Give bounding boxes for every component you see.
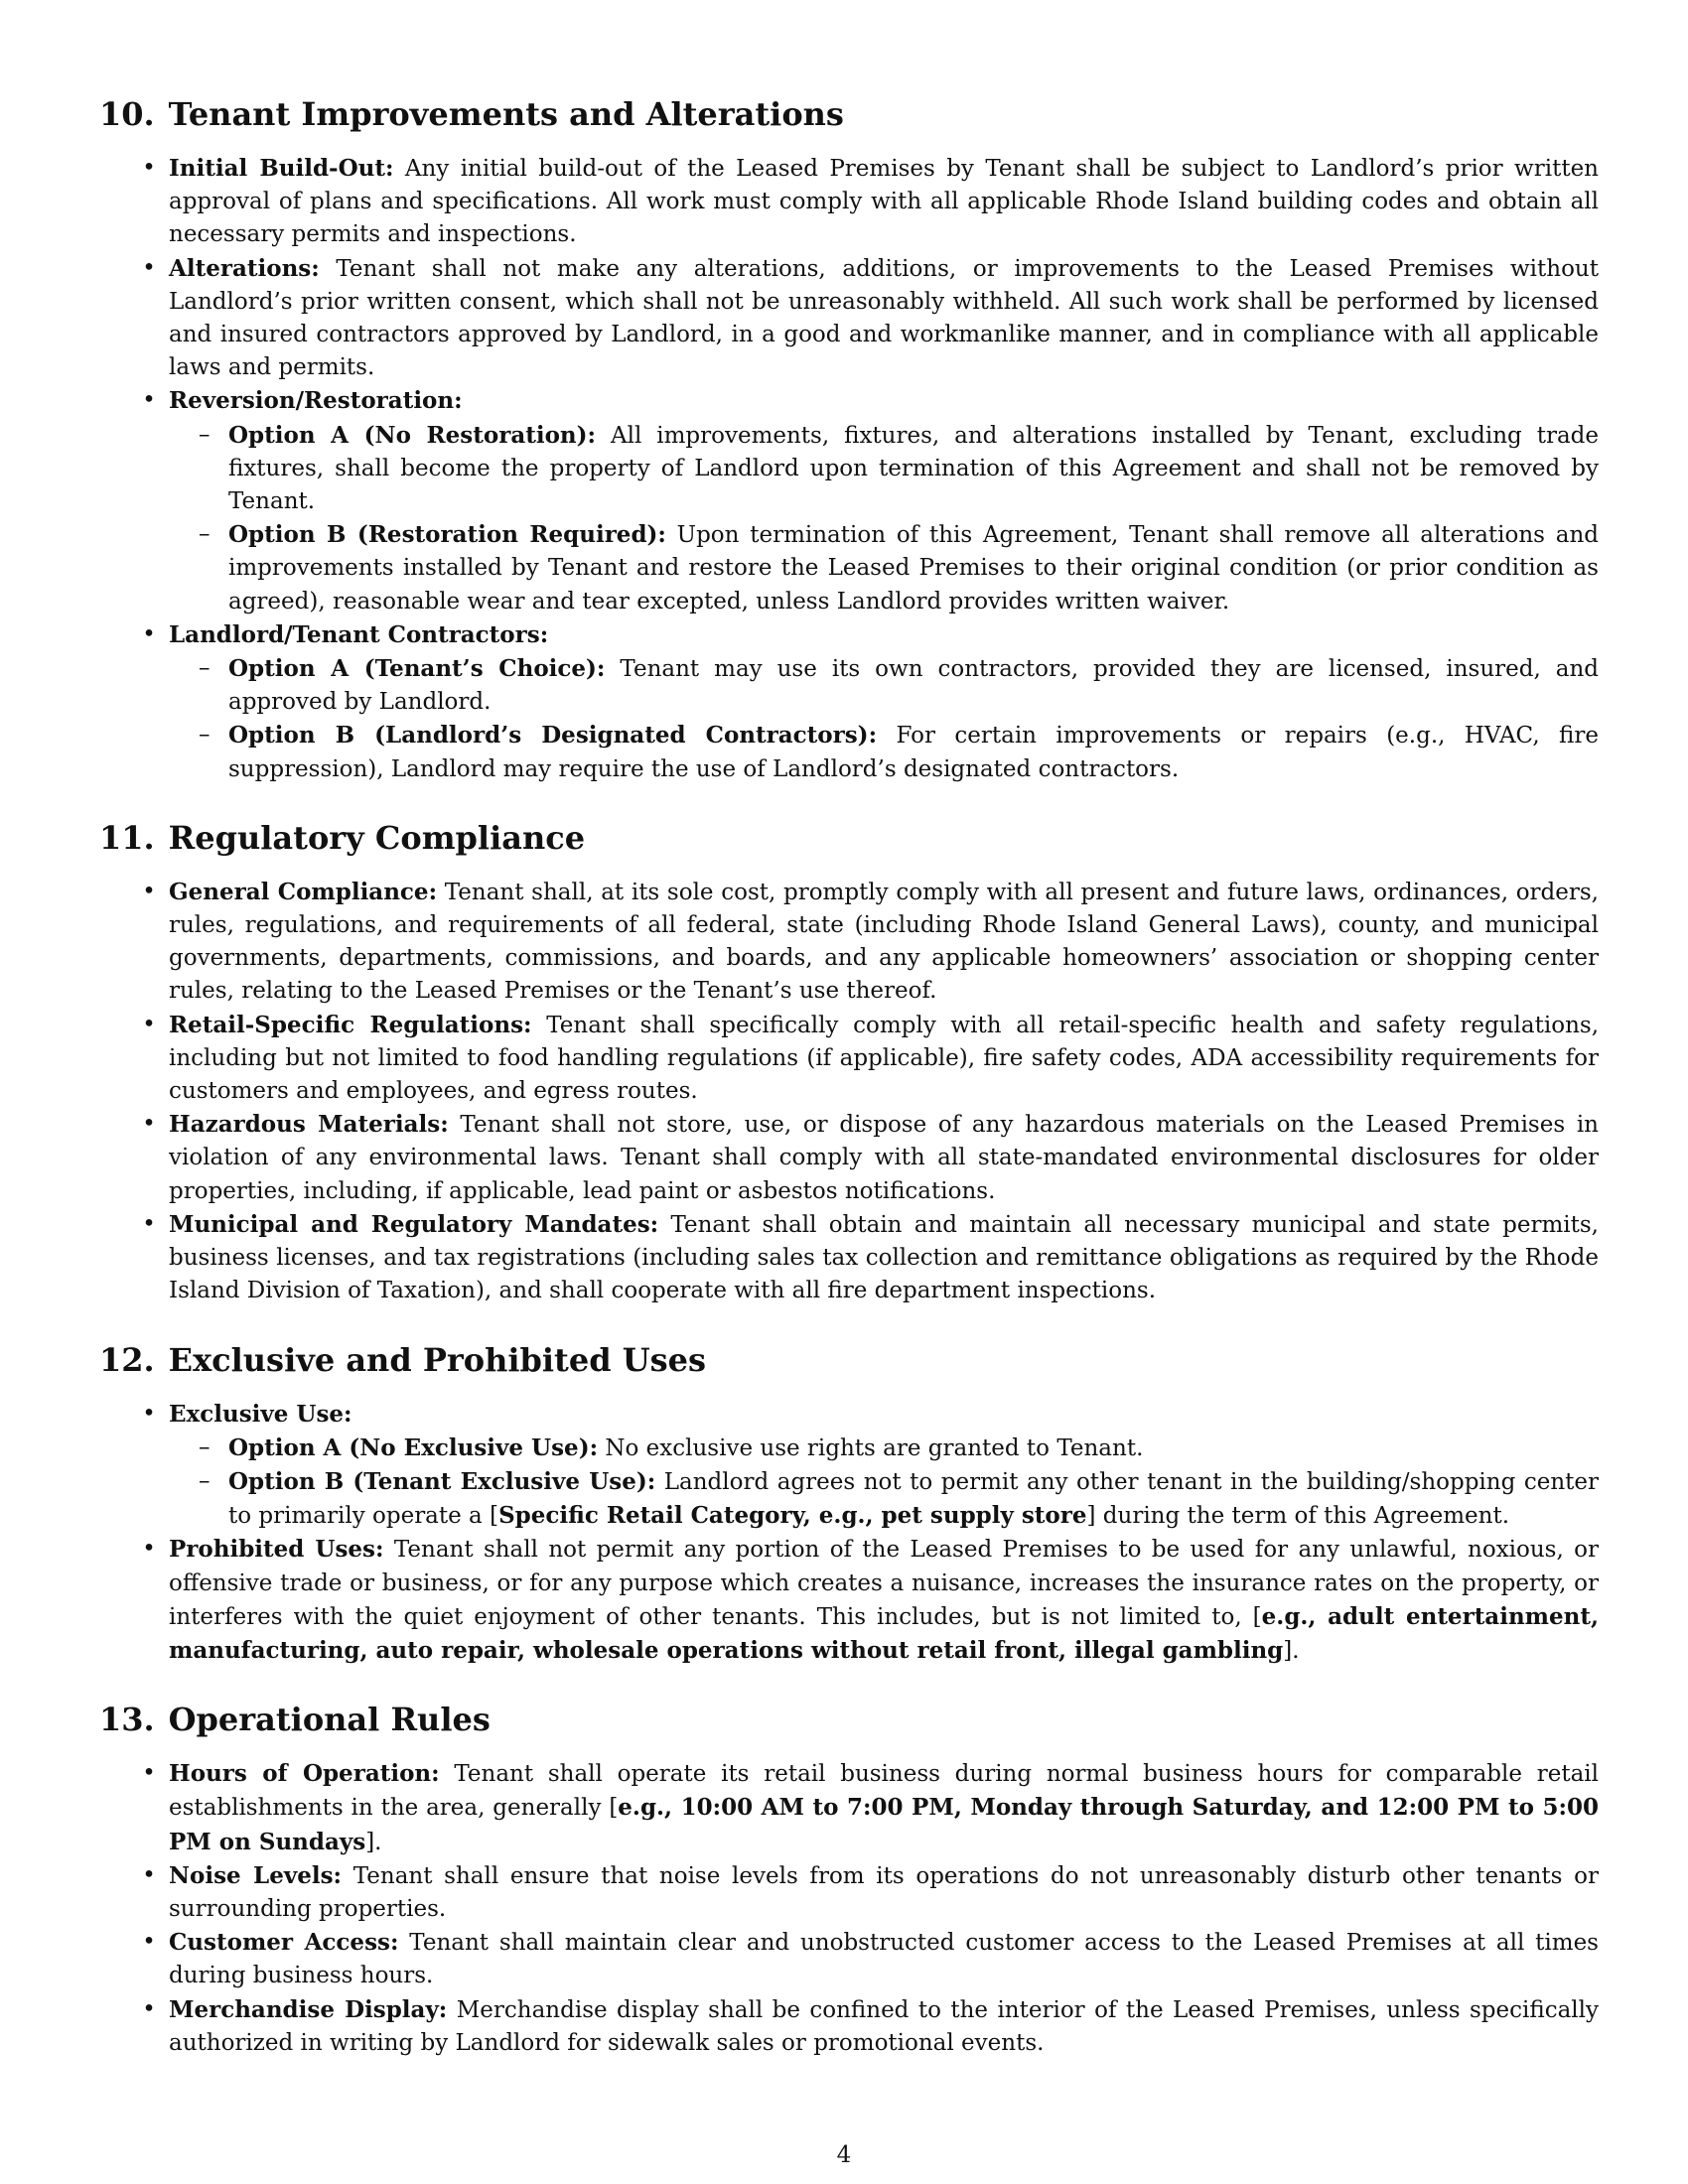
section-13 xyxy=(99,1700,1599,2060)
option-text: Tenant may use its own contractors, provided they are licensed, insured, and approved by Landlord. xyxy=(228,656,1599,716)
section-heading xyxy=(99,94,1599,134)
option-item xyxy=(169,1432,1599,1465)
list-item-customer-access xyxy=(99,1926,1599,1992)
item-label: Reversion/Restoration: xyxy=(169,387,463,415)
option-label: Option B (Restoration Required): xyxy=(228,521,666,549)
item-label: Exclusive Use: xyxy=(169,1400,352,1428)
section-list xyxy=(99,152,1599,786)
dash: – xyxy=(199,1467,211,1494)
list-item-hours xyxy=(99,1757,1599,1859)
bullet: • xyxy=(142,155,156,181)
bullet: • xyxy=(142,1995,156,2022)
option-list xyxy=(169,1432,1599,1534)
bullet: • xyxy=(142,878,156,904)
option-text: No exclusive use rights are granted to Tenant. xyxy=(598,1434,1144,1461)
option-text: Upon termination of this Agreement, Tenant shall remove all alterations and improvements installed by Tenant and restore the Leased Premises to their original condition (or prior condition as agreed), reasonable wear and tear excepted, unless Landlord provides written waiver. xyxy=(228,522,1599,614)
item-text: Tenant shall operate its retail business during normal business hours for comparable retail establishments in the area, generally [ xyxy=(169,1761,1599,1822)
section-list xyxy=(99,1398,1599,1669)
list-item-municipal-mandates xyxy=(99,1208,1599,1308)
section-title: Tenant Improvements and Alterations xyxy=(168,95,844,133)
bullet: • xyxy=(142,1760,156,1787)
item-text: Tenant shall ensure that noise levels from its operations do not unreasonably disturb other tenants or surrounding properties. xyxy=(169,1862,1599,1922)
option-item xyxy=(169,1465,1599,1533)
option-item xyxy=(169,518,1599,618)
option-text: For certain improvements or repairs (e.g., HVAC, fire suppression), Landlord may require the use of Landlord’s designated contractors. xyxy=(228,723,1599,782)
item-label: Hours of Operation: xyxy=(169,1760,440,1788)
item-text: Tenant shall, at its sole cost, promptly comply with all present and future laws, ordinances, orders, rules, regulations, and requirements of all federal, state (including Rhode Island General Laws), county, and municipal governments, departments, commissions, and boards, and any applicable homeowners’ association or shopping center rules, relating to the Leased Premises or the Tenant’s use thereof. xyxy=(169,879,1599,1005)
item-text: Any initial build-out of the Leased Premises by Tenant shall be subject to Landlord’s prior written approval of plans and specifications. All work must comply with all applicable Rhode Island building codes and obtain all necessary permits and inspections. xyxy=(169,156,1599,248)
placeholder-text: Specific Retail Category, e.g., pet supply store xyxy=(498,1502,1087,1530)
list-item-hazardous-materials xyxy=(99,1108,1599,1208)
option-label: Option A (No Exclusive Use): xyxy=(228,1433,599,1461)
option-item xyxy=(169,719,1599,785)
section-number: 10. xyxy=(99,95,155,133)
bullet: • xyxy=(142,1861,156,1888)
option-text: ] during the term of this Agreement. xyxy=(1086,1503,1510,1530)
section-list xyxy=(99,876,1599,1308)
bullet: • xyxy=(142,254,156,281)
list-item-reversion xyxy=(99,384,1599,617)
bullet: • xyxy=(142,1929,156,1956)
item-label: Merchandise Display: xyxy=(169,1995,448,2023)
section-number: 13. xyxy=(99,1701,155,1739)
bullet: • xyxy=(142,1210,156,1237)
document-body xyxy=(99,94,1599,2092)
page-number: 4 xyxy=(836,2142,852,2168)
bullet: • xyxy=(142,1400,156,1427)
section-number: 12. xyxy=(99,1340,155,1379)
item-text: Tenant shall specifically comply with all retail-specific health and safety regulations, including but not limited to food handling regulations (if applicable), fire safety codes, ADA accessibility requirements for customers and employees, and egress routes. xyxy=(169,1012,1599,1105)
item-text: Tenant shall not permit any portion of the Leased Premises to be used for any unlawful, noxious, or offensive trade or business, or for any purpose which creates a nuisance, increases the insurance rates on the property, or interferes with the quiet enjoyment of other tenants. This includes, but is not limited to, [ xyxy=(169,1537,1599,1630)
item-text: Tenant shall not store, use, or dispose of any hazardous materials on the Leased Premises in violation of any environmental laws. Tenant shall comply with all state-mandated environmental disclosures for older properties, including, if applicable, lead paint or asbestos notifications. xyxy=(169,1112,1599,1204)
item-text: ]. xyxy=(365,1829,382,1855)
item-label: General Compliance: xyxy=(169,878,438,905)
option-list xyxy=(169,652,1599,786)
item-label: Retail-Specific Regulations: xyxy=(169,1011,532,1038)
section-11 xyxy=(99,818,1599,1308)
dash: – xyxy=(199,1433,211,1460)
list-item-general-compliance xyxy=(99,876,1599,1009)
item-label: Noise Levels: xyxy=(169,1861,343,1889)
option-list xyxy=(169,419,1599,618)
item-label: Customer Access: xyxy=(169,1929,399,1957)
option-label: Option A (No Restoration): xyxy=(228,421,597,449)
item-text: Merchandise display shall be confined to the interior of the Leased Premises, unless specifically authorized in writing by Landlord for sidewalk sales or promotional events. xyxy=(169,1996,1599,2056)
section-12 xyxy=(99,1340,1599,1669)
item-label: Municipal and Regulatory Mandates: xyxy=(169,1210,659,1238)
bullet: • xyxy=(142,1536,156,1563)
item-label: Landlord/Tenant Contractors: xyxy=(169,620,549,648)
option-item xyxy=(169,419,1599,519)
section-title: Regulatory Compliance xyxy=(168,818,586,857)
dash: – xyxy=(199,655,211,682)
option-item xyxy=(169,652,1599,719)
option-label: Option B (Landlord’s Designated Contractors): xyxy=(228,722,878,750)
item-label: Initial Build-Out: xyxy=(169,155,394,182)
list-item-exclusive-use xyxy=(99,1398,1599,1534)
item-label: Alterations: xyxy=(169,254,320,282)
section-heading xyxy=(99,818,1599,858)
dash: – xyxy=(199,521,211,548)
bullet: • xyxy=(142,620,156,647)
item-text: Tenant shall not make any alterations, additions, or improvements to the Leased Premises without Landlord’s prior written consent, which shall not be unreasonably withheld. All such work shall be performed by licensed and insured contractors approved by Landlord, in a good and workmanlike manner, and in compliance with all applicable laws and permits. xyxy=(169,255,1599,381)
list-item-noise-levels xyxy=(99,1859,1599,1926)
placeholder-text: e.g., adult entertainment, manufacturing, auto repair, wholesale operations without retail front, illegal gambling xyxy=(169,1602,1599,1664)
placeholder-text: e.g., 10:00 AM to 7:00 PM, Monday through Saturday, and 12:00 PM to 5:00 PM on Sundays xyxy=(169,1794,1599,1855)
option-label: Option B (Tenant Exclusive Use): xyxy=(228,1467,656,1495)
list-item-contractors xyxy=(99,618,1599,786)
item-label: Hazardous Materials: xyxy=(169,1111,449,1139)
section-number: 11. xyxy=(99,818,155,857)
item-text: Tenant shall obtain and maintain all necessary municipal and state permits, business licenses, and tax registrations (including sales tax collection and remittance obligations as required by the Rhode Island Division of Taxation), and shall cooperate with all fire department inspections. xyxy=(169,1211,1599,1304)
dash: – xyxy=(199,722,211,749)
dash: – xyxy=(199,421,211,448)
section-heading xyxy=(99,1340,1599,1380)
section-title: Exclusive and Prohibited Uses xyxy=(168,1340,706,1379)
item-label: Prohibited Uses: xyxy=(169,1536,384,1564)
option-label: Option A (Tenant’s Choice): xyxy=(228,655,606,683)
item-text: ]. xyxy=(1283,1637,1300,1664)
section-title: Operational Rules xyxy=(168,1701,491,1739)
list-item-alterations xyxy=(99,252,1599,385)
item-text: Tenant shall maintain clear and unobstructed customer access to the Leased Premises at all times during business hours. xyxy=(169,1930,1599,1989)
bullet: • xyxy=(142,387,156,414)
list-item-retail-regulations xyxy=(99,1009,1599,1109)
bullet: • xyxy=(142,1111,156,1138)
option-text: Landlord agrees not to permit any other tenant in the building/shopping center to primarily operate a [ xyxy=(228,1468,1599,1530)
bullet: • xyxy=(142,1011,156,1037)
section-list xyxy=(99,1757,1599,2060)
section-heading xyxy=(99,1700,1599,1739)
list-item-merchandise-display xyxy=(99,1993,1599,2060)
list-item-prohibited-uses xyxy=(99,1533,1599,1668)
section-10 xyxy=(99,94,1599,786)
option-text: All improvements, fixtures, and alterations installed by Tenant, excluding trade fixtures, shall become the property of Landlord upon termination of this Agreement and shall not be removed by Tenant. xyxy=(228,422,1599,515)
list-item-initial-build-out xyxy=(99,152,1599,252)
